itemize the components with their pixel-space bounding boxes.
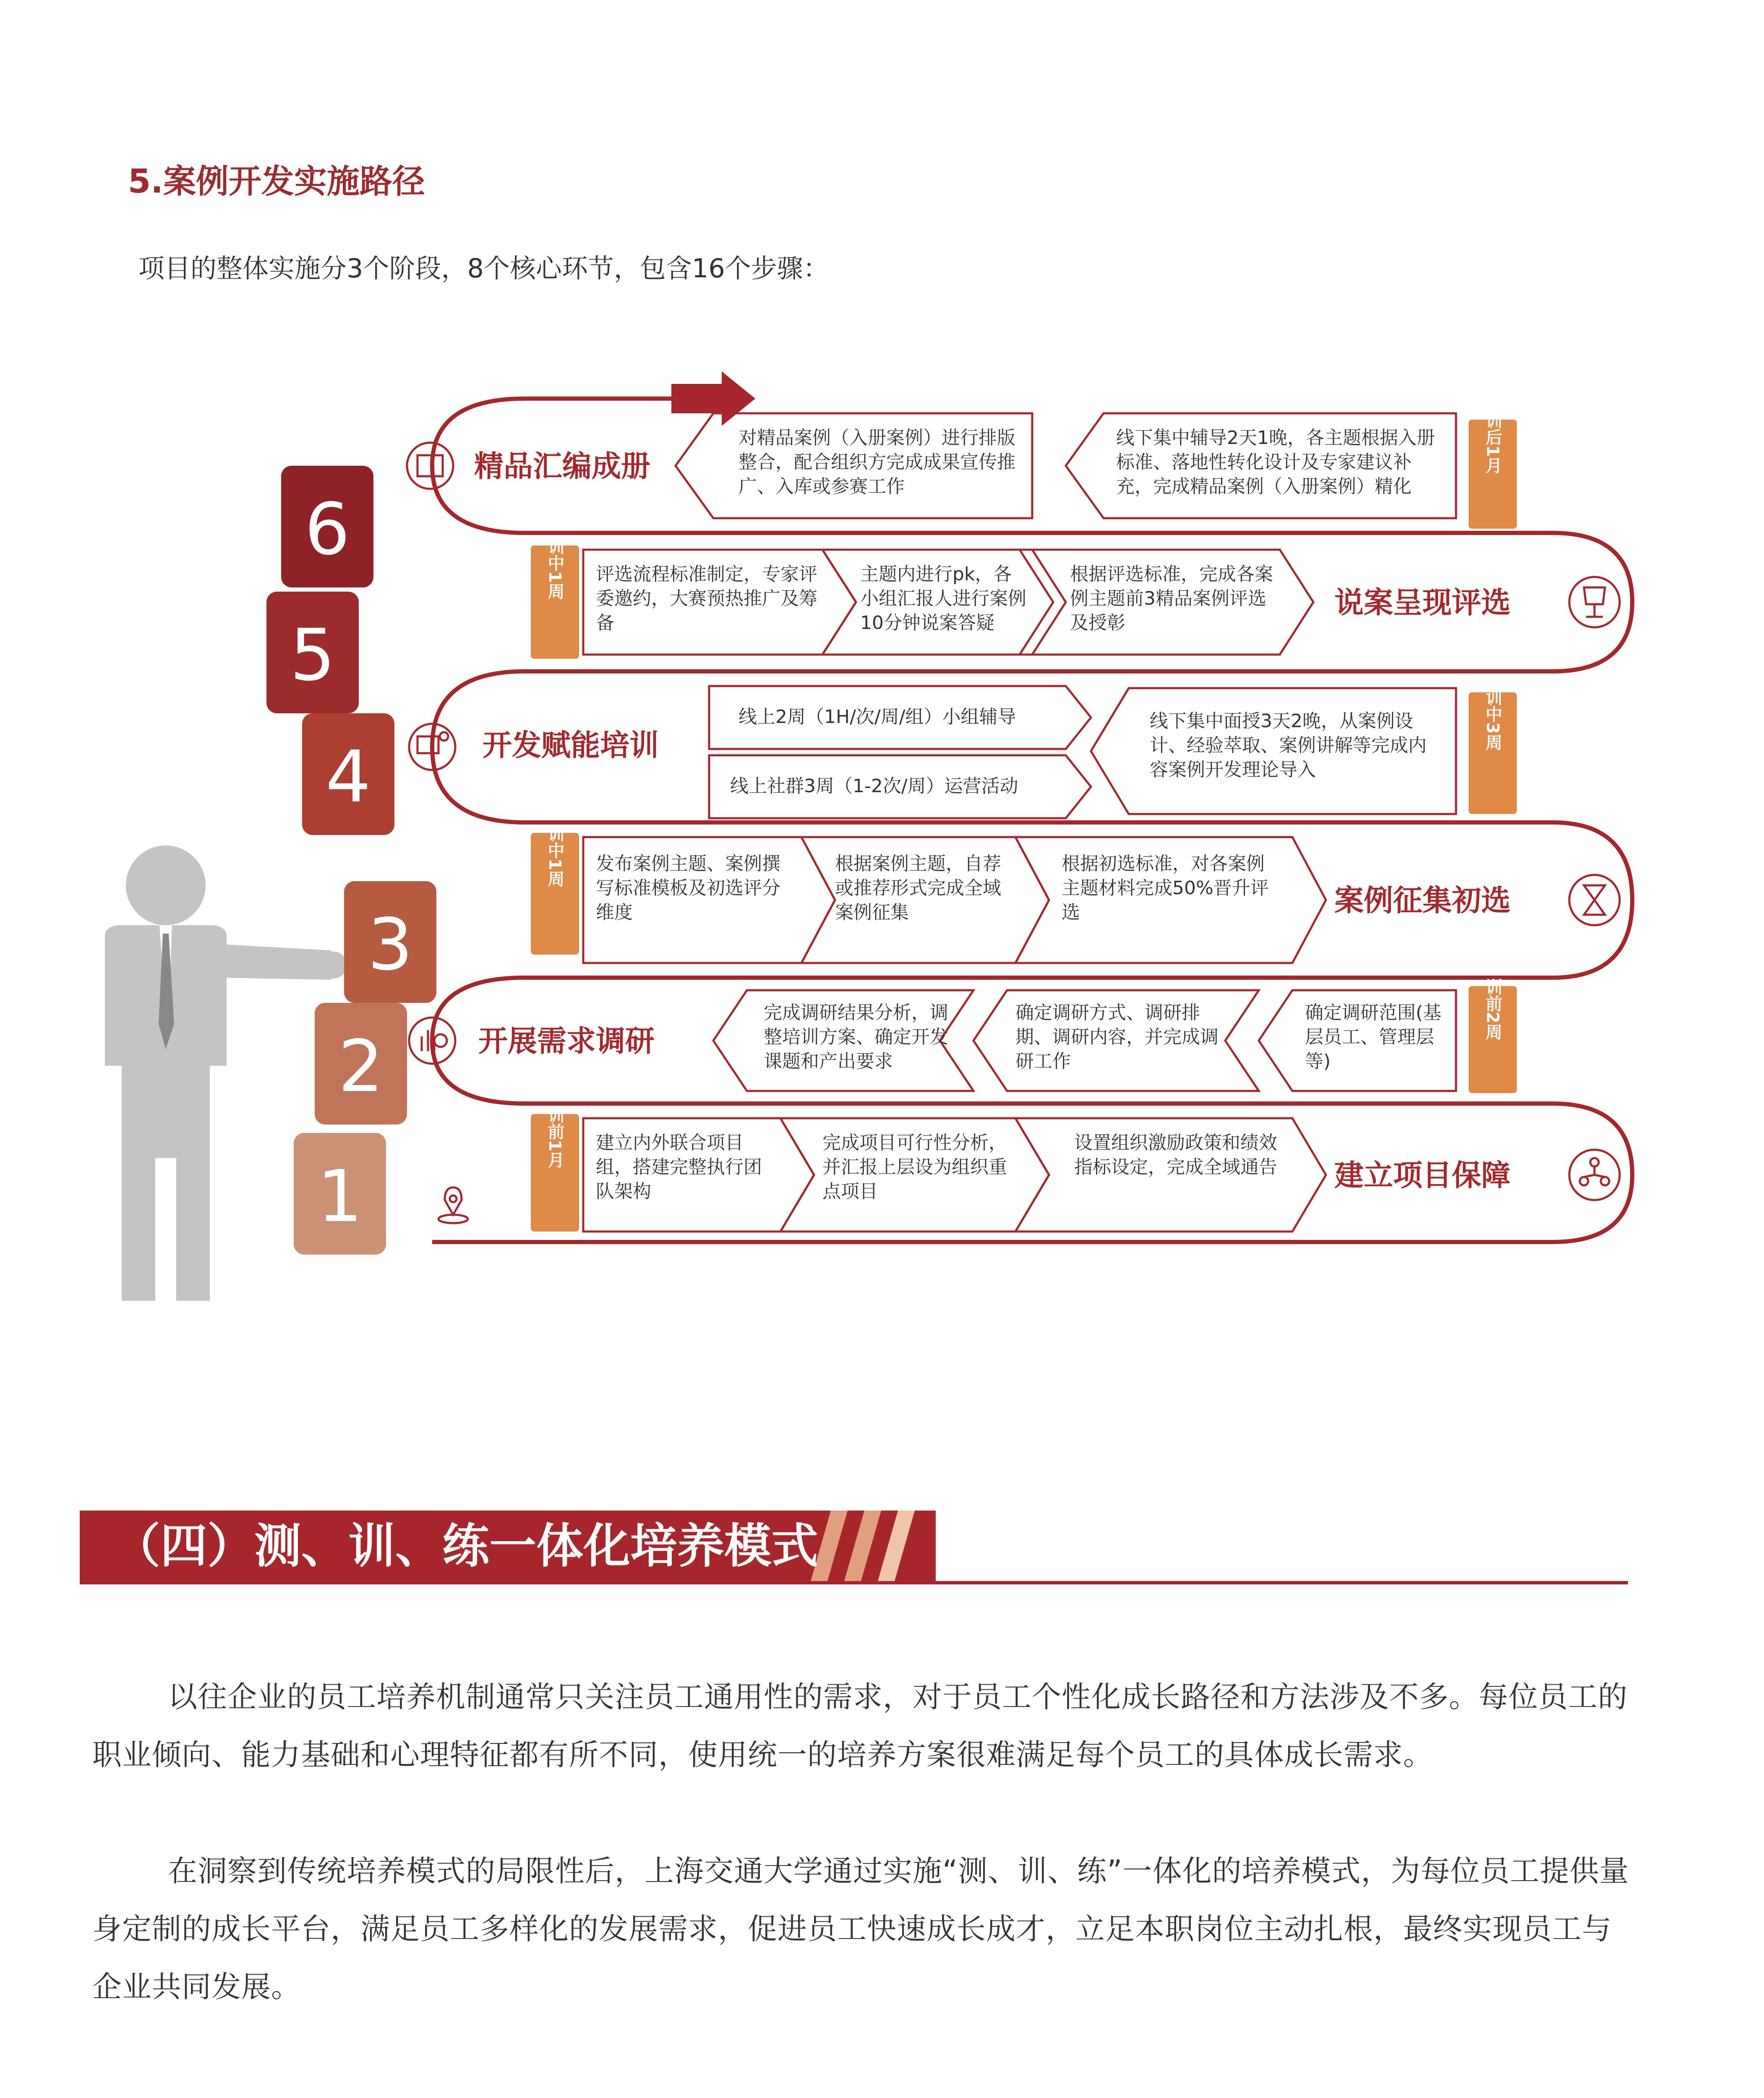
step-1-1: 建立内外联合项目组，搭建完整执行团队架构 bbox=[596, 1132, 762, 1202]
org-icon bbox=[1569, 1150, 1620, 1200]
stage-title-6: 精品汇编成册 bbox=[474, 449, 650, 483]
block-num-1: 1 bbox=[317, 1155, 363, 1238]
number-blocks bbox=[266, 466, 436, 1255]
stage-title-5: 说案呈现评选 bbox=[1334, 585, 1511, 620]
step-4-2: 线上社群3周（1-2次/周）运营活动 bbox=[730, 775, 1018, 797]
block-num-2: 2 bbox=[338, 1025, 384, 1108]
location-pin-icon bbox=[438, 1187, 468, 1223]
step-4-3: 线下集中面授3天2晚，从案例设计、经验萃取、案例讲解等完成内容案例开发理论导入 bbox=[1150, 710, 1427, 780]
time-tag-4: 训中3周 bbox=[1483, 689, 1502, 751]
time-tag-3: 训中1周 bbox=[545, 825, 564, 887]
step-4-1: 线上2周（1H/次/周/组）小组辅导 bbox=[738, 706, 1016, 728]
stage-title-3: 案例征集初选 bbox=[1334, 883, 1511, 918]
stage-title-2: 开展需求调研 bbox=[478, 1024, 655, 1058]
step-2-3: 确定调研范围(基层员工、管理层等) bbox=[1305, 1002, 1442, 1072]
step-5-2: 主题内进行pk，各小组汇报人进行案例10分钟说案答疑 bbox=[860, 564, 1026, 634]
time-tag-6: 训后1月 bbox=[1483, 412, 1502, 474]
section-heading: 5.案例开发实施路径 bbox=[128, 163, 425, 201]
time-tag-2: 训前2周 bbox=[1483, 978, 1502, 1040]
block-num-5: 5 bbox=[290, 614, 336, 697]
section-title: （四）测、训、练一体化培养模式 bbox=[113, 1519, 818, 1574]
step-2-1: 完成调研结果分析，调整培训方案、确定开发课题和产出要求 bbox=[764, 1002, 948, 1072]
stage-title-4: 开发赋能培训 bbox=[483, 728, 659, 762]
time-tag-1: 训前1月 bbox=[545, 1106, 564, 1168]
step-3-2: 根据案例主题，自荐或推荐形式完成全域案例征集 bbox=[835, 853, 1001, 923]
step-2-2: 确定调研方式、调研排期、调研内容，并完成调研工作 bbox=[1015, 1002, 1219, 1072]
step-1-3: 设置组织激励政策和绩效指标设定，完成全域通告 bbox=[1074, 1132, 1277, 1178]
step-3-3: 根据初选标准，对各案例主题材料完成50%晋升评选 bbox=[1062, 853, 1269, 923]
time-tags bbox=[531, 420, 1517, 1232]
step-1-2: 完成项目可行性分析，并汇报上层设为组织重点项目 bbox=[822, 1132, 1007, 1202]
stage-icons bbox=[407, 443, 1620, 1223]
trophy-icon bbox=[1569, 577, 1620, 627]
section-underline bbox=[80, 1581, 1628, 1584]
step-3-1: 发布案例主题、案例撰写标准模板及初选评分维度 bbox=[596, 853, 780, 923]
block-num-6: 6 bbox=[304, 488, 350, 571]
start-arrow bbox=[671, 371, 755, 426]
step-6-1: 对精品案例（入册案例）进行排版整合，配合组织方完成成果宣传推广、入库或参赛工作 bbox=[738, 427, 1015, 497]
step-5-3: 根据评选标准，完成各案例主题前3精品案例评选及授彰 bbox=[1070, 564, 1273, 634]
time-tag-5: 训中1周 bbox=[545, 538, 564, 600]
intro-text: 项目的整体实施分3个阶段，8个核心环节，包含16个步骤： bbox=[138, 253, 829, 284]
block-num-4: 4 bbox=[325, 736, 371, 819]
block-num-3: 3 bbox=[367, 903, 413, 986]
stage-title-1: 建立项目保障 bbox=[1334, 1158, 1511, 1193]
paragraph-2: 在洞察到传统培养模式的局限性后，上海交通大学通过实施“测、训、练”一体化的培养模式，为每位员工提供量身定制的成长平台，满足员工多样化的发展需求，促进员工快速成长成才，立足本职岗位主动扎根，最终实现员工与企业共同发展。 bbox=[92, 1854, 1629, 2004]
step-5-1: 评选流程标准制定，专家评委邀约，大赛预热推广及筹备 bbox=[596, 564, 817, 634]
hourglass-icon bbox=[1569, 875, 1620, 925]
winding-track bbox=[432, 399, 1632, 1242]
paragraph-1: 以往企业的员工培养机制通常只关注员工通用性的需求，对于员工个性化成长路径和方法涉及不多。每位员工的职业倾向、能力基础和心理特征都有所不同，使用统一的培养方案很难满足每个员工的具体成长需求。 bbox=[92, 1680, 1628, 1772]
step-6-2: 线下集中辅导2天1晚，各主题根据入册标准、落地性转化设计及专家建议补充，完成精品案例（入册案例）精化 bbox=[1116, 427, 1435, 497]
